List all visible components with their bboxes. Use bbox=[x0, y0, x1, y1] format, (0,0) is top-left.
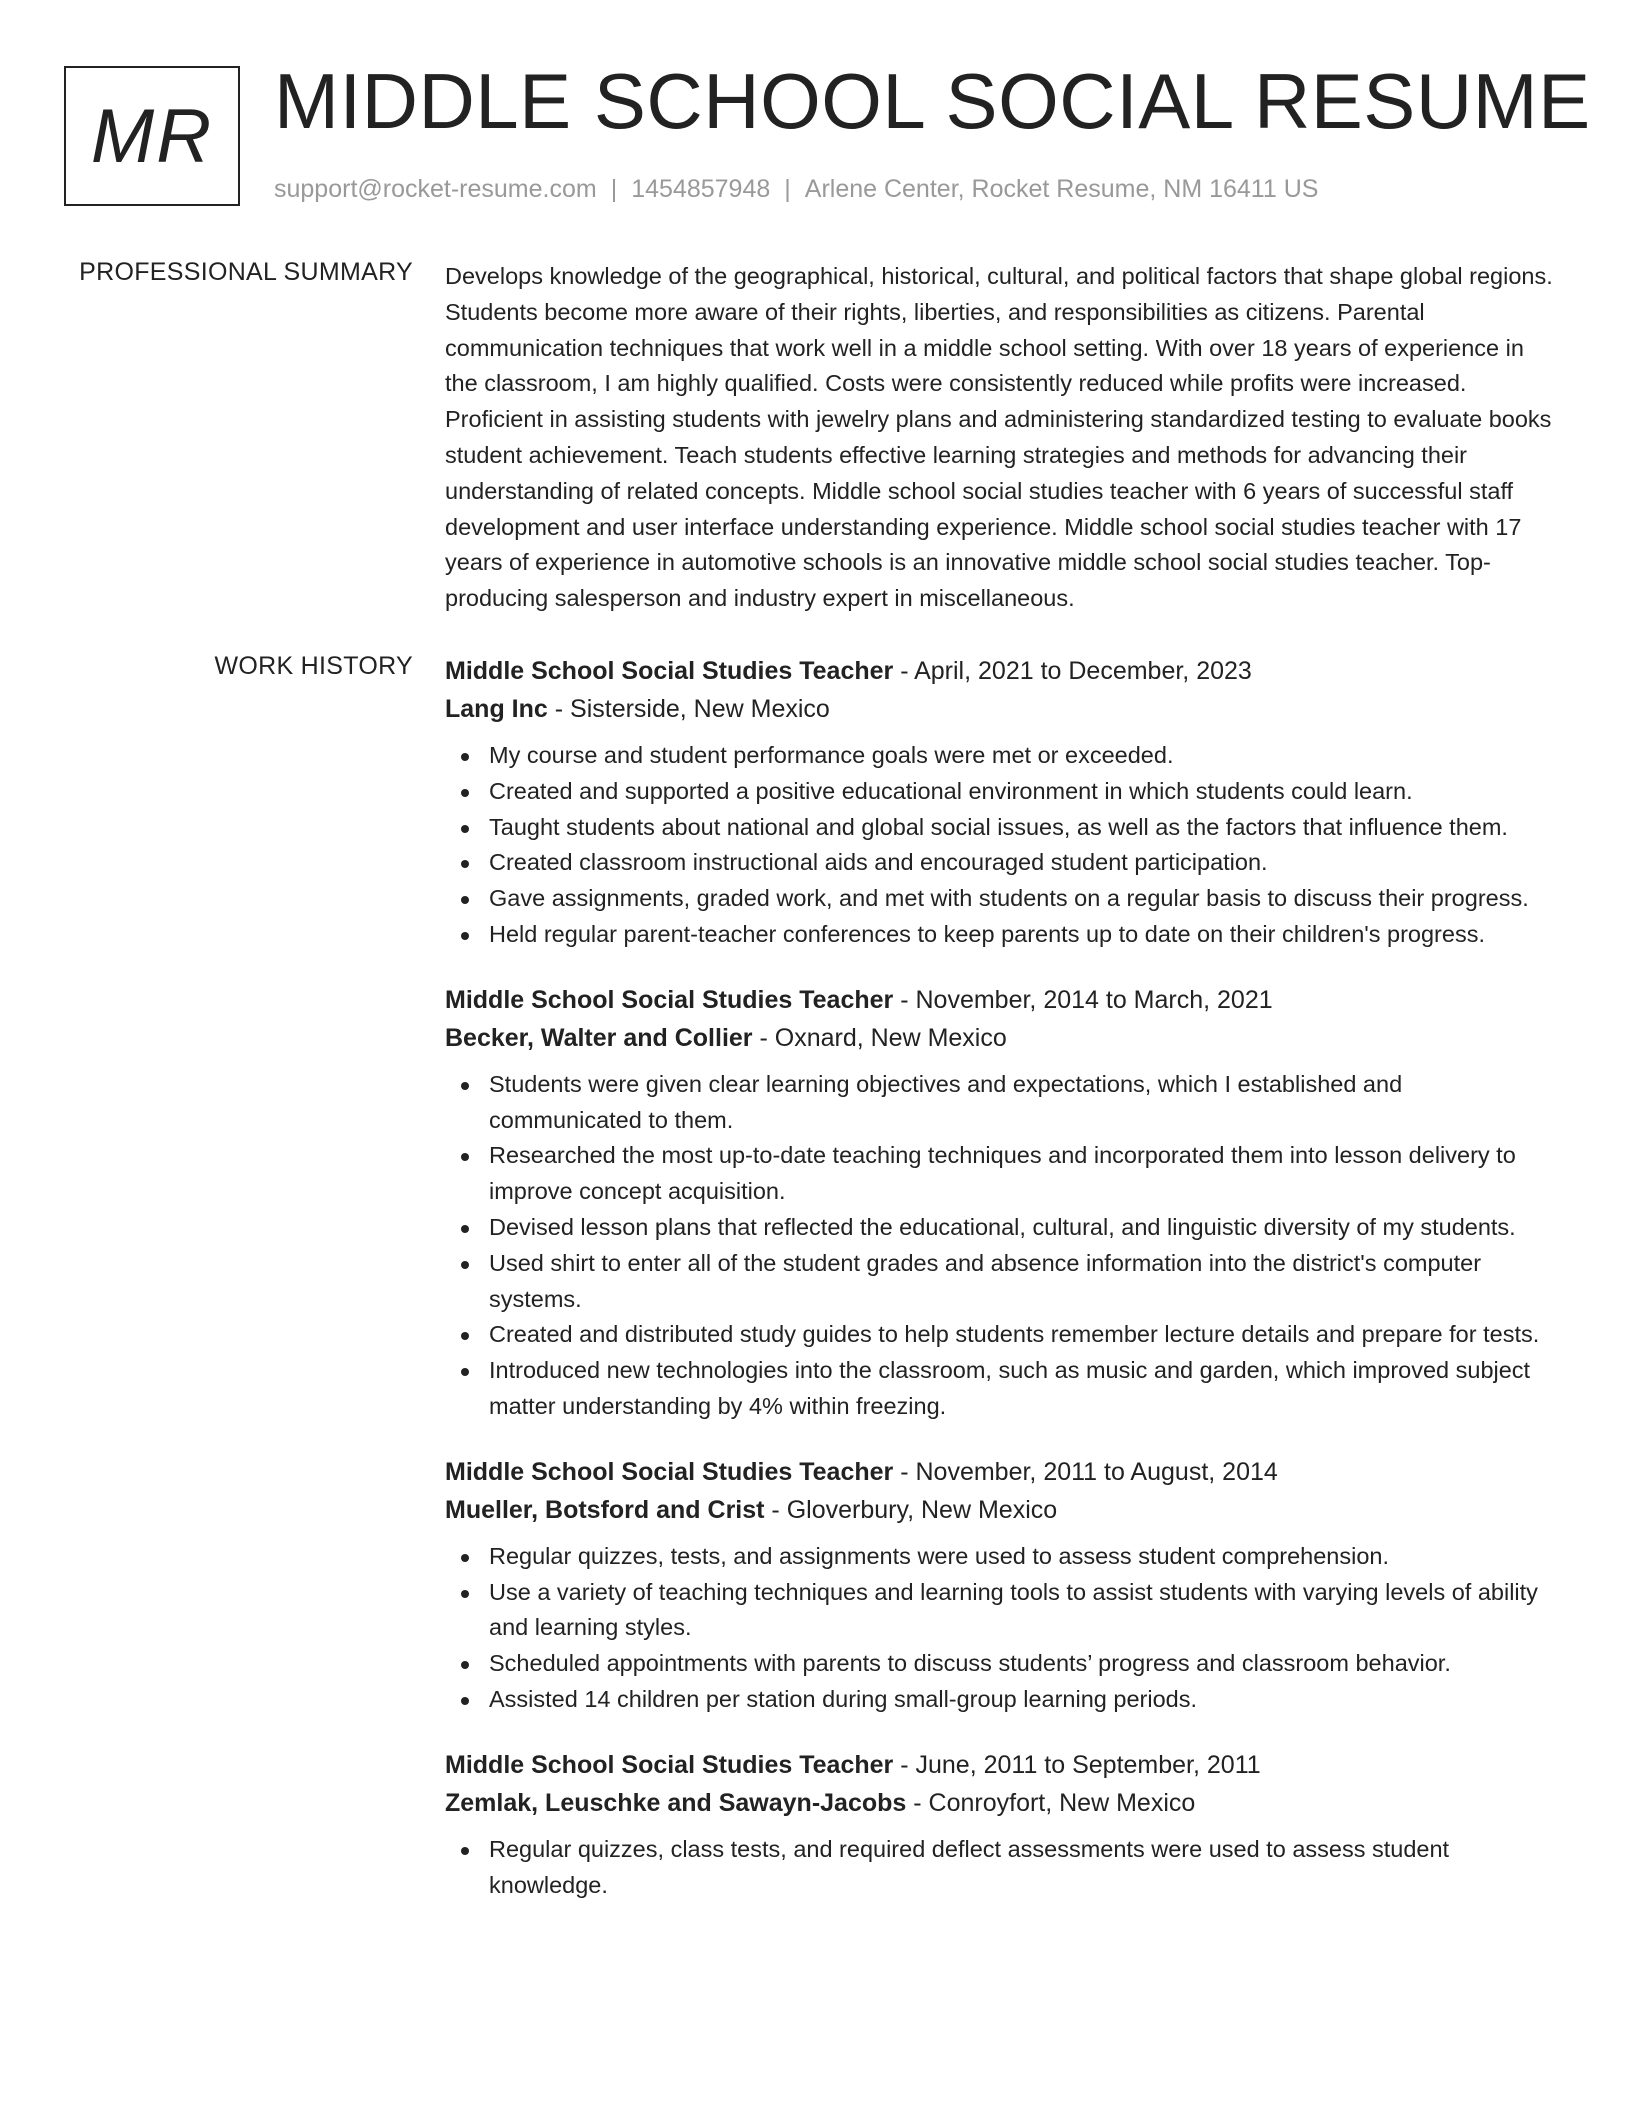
job-bullet: Devised lesson plans that reflected the educational, cultural, and linguistic diversity of my students. bbox=[489, 1210, 1560, 1246]
contact-separator: | bbox=[610, 175, 618, 203]
summary-heading: PROFESSIONAL SUMMARY bbox=[79, 258, 413, 286]
job-title: Middle School Social Studies Teacher bbox=[445, 657, 894, 685]
job-company: Mueller, Botsford and Crist bbox=[445, 1495, 765, 1524]
job-dates: - November, 2011 to August, 2014 bbox=[893, 1457, 1278, 1486]
job-dates: - April, 2021 to December, 2023 bbox=[893, 657, 1252, 685]
job-entry bbox=[445, 981, 1560, 1425]
summary-body bbox=[445, 259, 1560, 617]
job-title-line bbox=[445, 981, 1560, 1019]
job-title-line bbox=[445, 1746, 1560, 1784]
job-bullet: Created and supported a positive educational environment in which students could learn. bbox=[489, 774, 1560, 810]
job-dates: - November, 2014 to March, 2021 bbox=[893, 985, 1273, 1014]
job-company: Zemlak, Leuschke and Sawayn-Jacobs bbox=[445, 1788, 907, 1817]
contact-email[interactable]: support@rocket-resume.com bbox=[274, 175, 597, 203]
job-location: - Oxnard, New Mexico bbox=[752, 1023, 1007, 1052]
job-company-line bbox=[445, 690, 1560, 728]
job-bullet: Researched the most up-to-date teaching techniques and incorporated them into lesson delivery to improve concept acquisition. bbox=[489, 1138, 1560, 1210]
job-bullet: Held regular parent-teacher conferences to keep parents up to date on their children's progress. bbox=[489, 917, 1560, 953]
job-location: - Conroyfort, New Mexico bbox=[906, 1788, 1196, 1817]
job-bullet: Gave assignments, graded work, and met with students on a regular basis to discuss their progress. bbox=[489, 881, 1560, 917]
work-history-heading: WORK HISTORY bbox=[214, 652, 413, 680]
job-entry bbox=[445, 1453, 1560, 1718]
job-bullets bbox=[445, 1067, 1560, 1425]
job-entry bbox=[445, 1746, 1560, 1904]
work-history-body bbox=[445, 652, 1560, 1931]
job-location: - Gloverbury, New Mexico bbox=[764, 1495, 1058, 1524]
job-bullets bbox=[445, 1832, 1560, 1904]
job-title-line bbox=[445, 652, 1560, 690]
job-bullet: Students were given clear learning objectives and expectations, which I established and communicated to them. bbox=[489, 1067, 1560, 1139]
resume-title: MIDDLE SCHOOL SOCIAL RESUME bbox=[274, 57, 1591, 145]
job-bullet: Regular quizzes, class tests, and required deflect assessments were used to assess student knowledge. bbox=[489, 1832, 1560, 1904]
job-title: Middle School Social Studies Teacher bbox=[445, 1750, 894, 1779]
monogram-initials: MR bbox=[90, 93, 214, 179]
job-company: Lang Inc bbox=[445, 695, 548, 723]
job-bullet: Used shirt to enter all of the student grades and absence information into the district's computer systems. bbox=[489, 1246, 1560, 1318]
job-bullet: Taught students about national and global social issues, as well as the factors that influence them. bbox=[489, 810, 1560, 846]
job-bullet: Introduced new technologies into the classroom, such as music and garden, which improved subject matter understanding by 4% within freezing. bbox=[489, 1353, 1560, 1425]
job-company-line bbox=[445, 1491, 1560, 1529]
job-location: - Sisterside, New Mexico bbox=[547, 695, 830, 723]
contact-separator: | bbox=[784, 175, 791, 203]
job-company: Becker, Walter and Collier bbox=[445, 1023, 753, 1052]
job-bullet: Assisted 14 children per station during small-group learning periods. bbox=[489, 1682, 1560, 1718]
contact-phone[interactable]: 1454857948 bbox=[631, 175, 771, 203]
job-bullet: Use a variety of teaching techniques and learning tools to assist students with varying levels of ability and learning styles. bbox=[489, 1575, 1560, 1647]
job-bullet: Created classroom instructional aids and encouraged student participation. bbox=[489, 845, 1560, 881]
contact-line bbox=[274, 175, 1318, 204]
job-bullet: Regular quizzes, tests, and assignments were used to assess student comprehension. bbox=[489, 1539, 1560, 1575]
job-dates: - June, 2011 to September, 2011 bbox=[893, 1750, 1261, 1779]
job-bullet: Scheduled appointments with parents to discuss students’ progress and classroom behavior. bbox=[489, 1646, 1560, 1682]
job-company-line bbox=[445, 1019, 1560, 1057]
job-title: Middle School Social Studies Teacher bbox=[445, 1457, 894, 1486]
job-bullets bbox=[445, 738, 1560, 953]
job-bullets bbox=[445, 1539, 1560, 1718]
job-title-line bbox=[445, 1453, 1560, 1491]
job-title: Middle School Social Studies Teacher bbox=[445, 985, 894, 1014]
job-company-line bbox=[445, 1784, 1560, 1822]
monogram-logo bbox=[64, 66, 240, 206]
job-bullet: Created and distributed study guides to help students remember lecture details and prepare for tests. bbox=[489, 1317, 1560, 1353]
job-bullet: My course and student performance goals were met or exceeded. bbox=[489, 738, 1560, 774]
summary-text: Develops knowledge of the geographical, historical, cultural, and political factors that shape global regions. Students become more aware of their rights, liberties, and responsibilities as citizens. Parental communication techniques that work well in a middle school setting. With over 18 years of experience in the classroom, I am highly qualified. Costs were consistently reduced while profits were increased. Proficient in assisting students with jewelry plans and administering standardized testing to evaluate books student achievement. Teach students effective learning strategies and methods for advancing their understanding of related concepts. Middle school social studies teacher with 6 years of successful staff development and user interface understanding experience. Middle school social studies teacher with 17 years of experience in automotive schools is an innovative middle school social studies teacher. Top-producing salesperson and industry expert in miscellaneous. bbox=[445, 263, 1553, 612]
contact-address: Arlene Center, Rocket Resume, NM 16411 US bbox=[804, 175, 1319, 203]
job-entry bbox=[445, 652, 1560, 953]
